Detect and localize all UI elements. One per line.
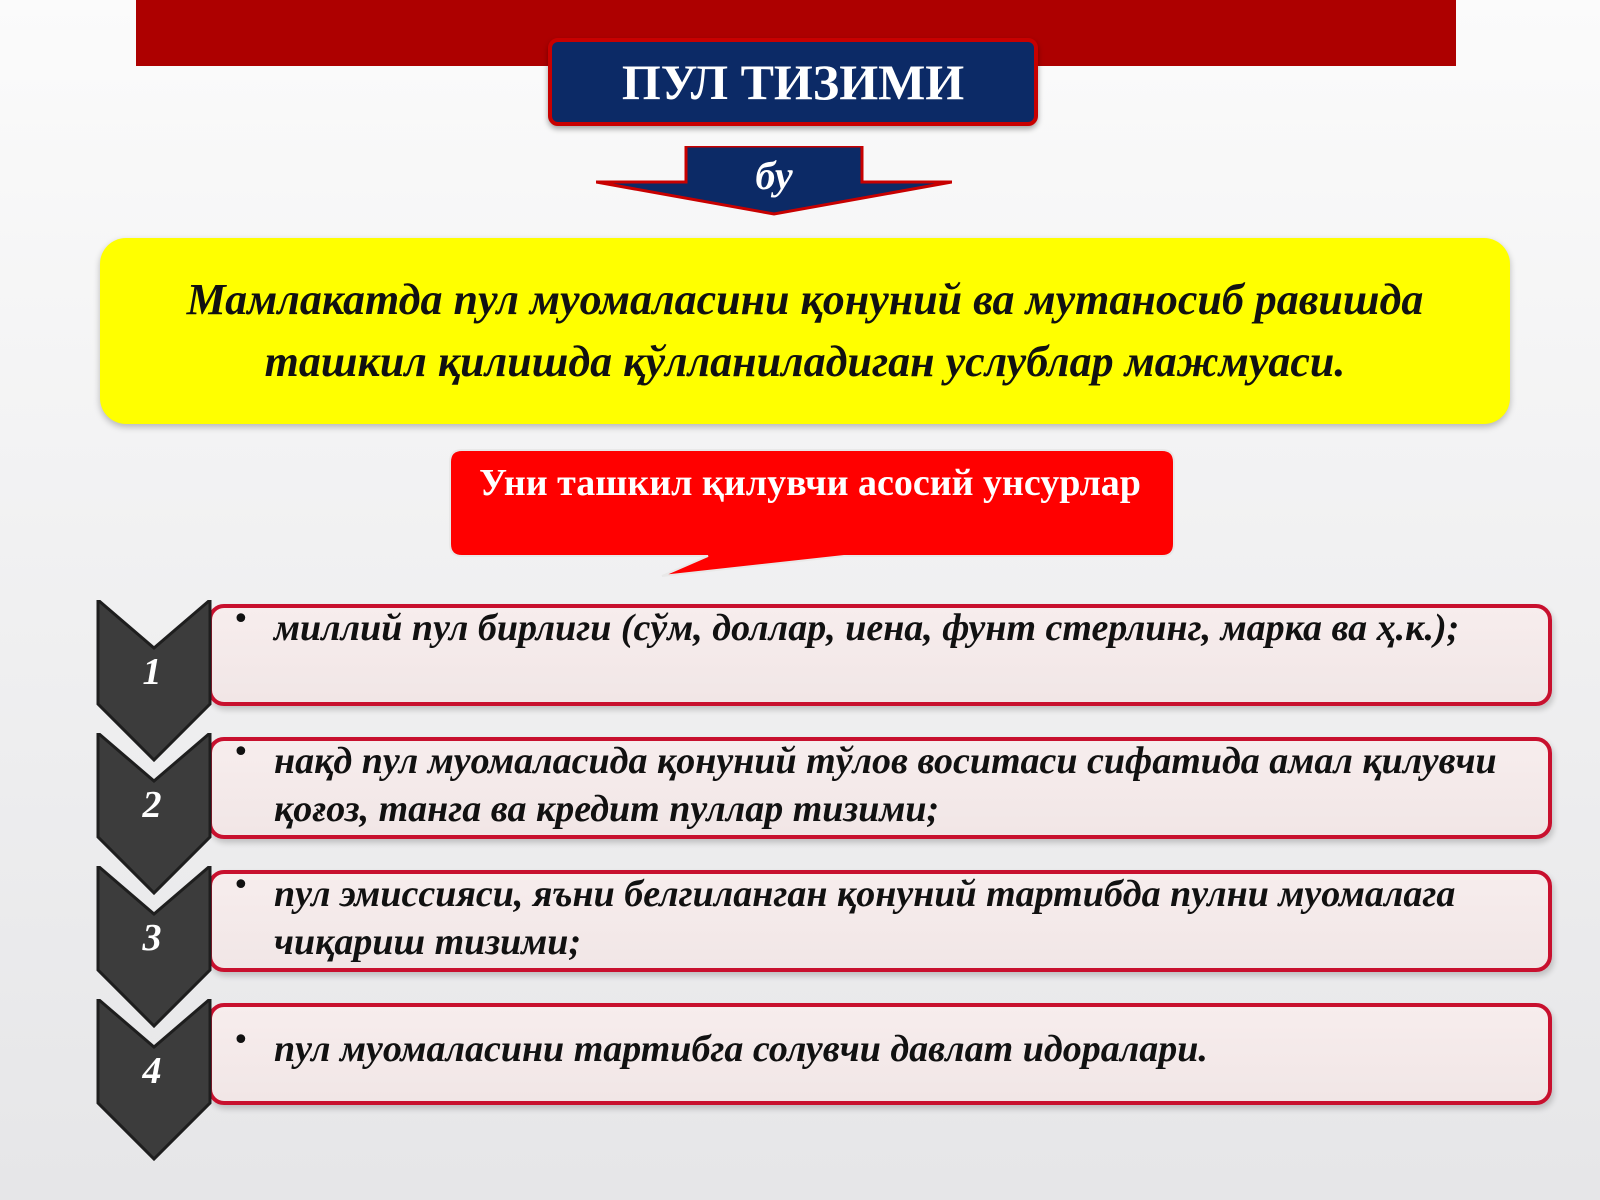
subheader-text: Уни ташкил қилувчи асосий унсурлар xyxy=(479,462,1141,504)
list-item-4 xyxy=(96,999,1556,1161)
item-text: пул эмиссияси, яъни белгиланган қонуний тартибда пулни муомалага чиқариш тизими; xyxy=(274,873,1456,963)
item-number: 3 xyxy=(142,917,162,959)
bullet-icon: • xyxy=(232,602,250,637)
bullet-icon: • xyxy=(232,1023,250,1058)
bullet-icon: • xyxy=(232,735,250,770)
definition-box xyxy=(100,238,1510,424)
item-number: 2 xyxy=(142,784,162,826)
item-number: 4 xyxy=(142,1050,162,1092)
item-text: пул муомаласини тартибга солувчи давлат идоралари. xyxy=(274,1028,1208,1070)
item-text: миллий пул бирлиги (сўм, доллар, иена, фунт стерлинг, марка ва ҳ.к.); xyxy=(274,607,1460,649)
title-box xyxy=(548,38,1038,126)
bullet-icon: • xyxy=(232,868,250,903)
item-number: 1 xyxy=(142,651,162,693)
item-text: нақд пул муомаласида қонуний тўлов воситаси сифатида амал қилувчи қоғоз, танга ва кредит пуллар тизими; xyxy=(274,740,1497,830)
connector-label: бу xyxy=(755,153,793,198)
definition-text: Мамлакатда пул муомаласини қонуний ва мутаносиб равишда ташкил қилишда қўлланиладиган услублар мажмуаси. xyxy=(186,275,1424,386)
page-title: ПУЛ ТИЗИМИ xyxy=(621,54,965,110)
